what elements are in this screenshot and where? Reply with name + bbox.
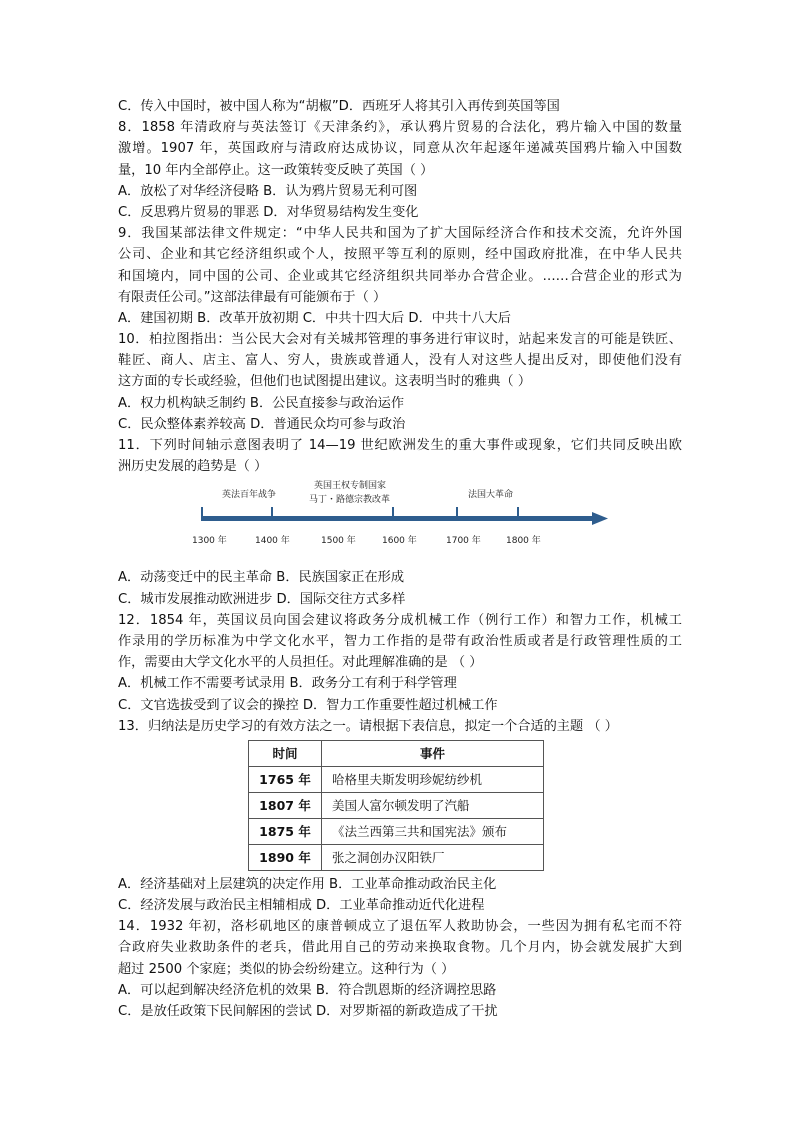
timeline-year-label: 1300 年 (192, 536, 227, 547)
text-line: 这方面的专长或经验，但他们也试图提出建议。这表明当时的雅典（ ） (118, 374, 532, 390)
events-table (248, 740, 544, 871)
table-cell-year: 1890 年 (249, 844, 322, 870)
text-line: 合政府失业救助条件的老兵，借此用自己的劳动来换取食物。几个月内，协会就发展扩大到 (118, 940, 682, 956)
table-row (249, 844, 544, 870)
timeline-arrow-icon (592, 512, 608, 525)
text-line: C．传入中国时，被中国人称为“胡椒”D．西班牙人将其引入再传到英国等国 (118, 99, 560, 114)
option-line: C．经济发展与政治民主相辅相成 D．工业革命推动近代化进程 (118, 898, 485, 914)
timeline-event-label: 法国大革命 (468, 490, 514, 501)
table-row (249, 792, 544, 818)
table-cell-event: 《法兰西第三共和国宪法》颁布 (322, 818, 544, 844)
text-line: 8．1858 年清政府与英法签订《天津条约》，承认鸦片贸易的合法化，鸦片输入中国的数量 (118, 120, 682, 136)
text-line: 有限责任公司。”这部法律最有可能颁布于（ ） (118, 289, 387, 305)
table-cell-year: 1807 年 (249, 792, 322, 818)
timeline-event-label: 英国王权专制国家 (314, 481, 387, 492)
option-line: A．机械工作不需要考试录用 B．政务分工有利于科学管理 (118, 676, 457, 692)
text-line: 13．归纳法是历史学习的有效方法之一。请根据下表信息，拟定一个合适的主题 （ ） (118, 718, 618, 734)
timeline-year-label: 1800 年 (506, 536, 541, 547)
question-block-bottom (118, 874, 682, 1022)
option-line: A．权力机构缺乏制约 B．公民直接参与政治运作 (118, 395, 405, 411)
text-line: 洲历史发展的趋势是（ ） (118, 459, 268, 475)
option-line: A．经济基础对上层建筑的决定作用 B．工业革命推动政治民主化 (118, 876, 497, 892)
text-line: 12．1854 年，英国议员向国会建议将政务分成机械工作（例行工作）和智力工作，机械工 (118, 612, 682, 628)
timeline-event-label: 英法百年战争 (222, 490, 277, 501)
text-line: 11．下列时间轴示意图表明了 14—19 世纪欧洲发生的重大事件或现象，它们共同反映出欧 (118, 438, 682, 453)
table-cell-year: 1765 年 (249, 766, 322, 792)
question-block-top (118, 96, 682, 477)
option-line: C．是放任政策下民间解困的尝试 D．对罗斯福的新政造成了干扰 (118, 1004, 498, 1019)
table-header: 时间 (249, 740, 322, 766)
option-line: A．动荡变迁中的民主革命 B．民族国家正在形成 (118, 570, 405, 586)
text-line: 10．柏拉图指出：当公民大会对有关城邦管理的事务进行审议时，站起来发言的可能是铁匠、 (118, 332, 682, 348)
table-cell-event: 美国人富尔顿发明了汽船 (322, 792, 544, 818)
text-line: 公司、企业和其它经济组织或个人，按照平等互利的原则，经中国政府批准，在中华人民共 (118, 247, 682, 263)
text-line: 14．1932 年初，洛杉矶地区的康普顿成立了退伍军人救助协会，一些因为拥有私宅而不符 (118, 919, 682, 935)
text-line: 激增。1907 年，英国政府与清政府达成协议，同意从次年起逐年递减英国鸦片输入中国数 (118, 141, 682, 157)
option-line: C．城市发展推动欧洲进步 D．国际交往方式多样 (118, 591, 406, 607)
text-line: 和国境内，同中国的公司、企业或其它经济组织共同举办合营企业。……合营企业的形式为 (118, 268, 682, 284)
timeline-year-label: 1400 年 (255, 536, 290, 547)
document-page (118, 96, 682, 1022)
timeline-year-label: 1600 年 (382, 536, 417, 547)
option-line: A．可以起到解决经济危机的效果 B．符合凯恩斯的经济调控思路 (118, 982, 497, 998)
text-line: 超过 2500 个家庭；类似的协会纷纷建立。这种行为（ ） (118, 961, 455, 977)
option-line: C．反思鸦片贸易的罪恶 D．对华贸易结构发生变化 (118, 204, 419, 220)
text-line: 9．我国某部法律文件规定：“中华人民共和国为了扩大国际经济合作和技术交流，允许外国 (118, 226, 682, 242)
option-line: C．文官选拔受到了议会的操控 D．智力工作重要性超过机械工作 (118, 697, 498, 713)
question-block-mid (118, 567, 682, 737)
text-line: 鞋匠、商人、店主、富人、穷人，贵族或普通人，没有人对这些人提出反对，即使他们没有 (118, 353, 682, 369)
timeline-diagram (118, 479, 682, 567)
timeline-year-label: 1500 年 (321, 536, 356, 547)
text-line: 作，需要由大学文化水平的人员担任。对此理解准确的是 （ ） (118, 655, 483, 671)
timeline-year-label: 1700 年 (446, 536, 481, 547)
table-header-row (249, 740, 544, 766)
table-cell-event: 张之洞创办汉阳铁厂 (322, 844, 544, 870)
timeline-event-label: 马丁・路德宗教改革 (309, 495, 391, 506)
text-line: 量，10 年内全部停止。这一政策转变反映了英国（ ） (118, 162, 434, 178)
text-line: 作录用的学历标准为中学文化水平，智力工作指的是带有政治性质或者是行政管理性质的工 (118, 633, 682, 649)
table-row (249, 818, 544, 844)
timeline-axis (202, 516, 594, 521)
table-header: 事件 (322, 740, 544, 766)
option-line: A．建国初期 B．改革开放初期 C．中共十四大后 D．中共十八大后 (118, 310, 511, 326)
option-line: C．民众整体素养较高 D．普通民众均可参与政治 (118, 416, 406, 432)
option-line: A．放松了对华经济侵略 B．认为鸦片贸易无利可图 (118, 183, 418, 199)
timeline-svg (118, 479, 682, 567)
table-row (249, 766, 544, 792)
table-cell-year: 1875 年 (249, 818, 322, 844)
table-cell-event: 哈格里夫斯发明珍妮纺纱机 (322, 766, 544, 792)
